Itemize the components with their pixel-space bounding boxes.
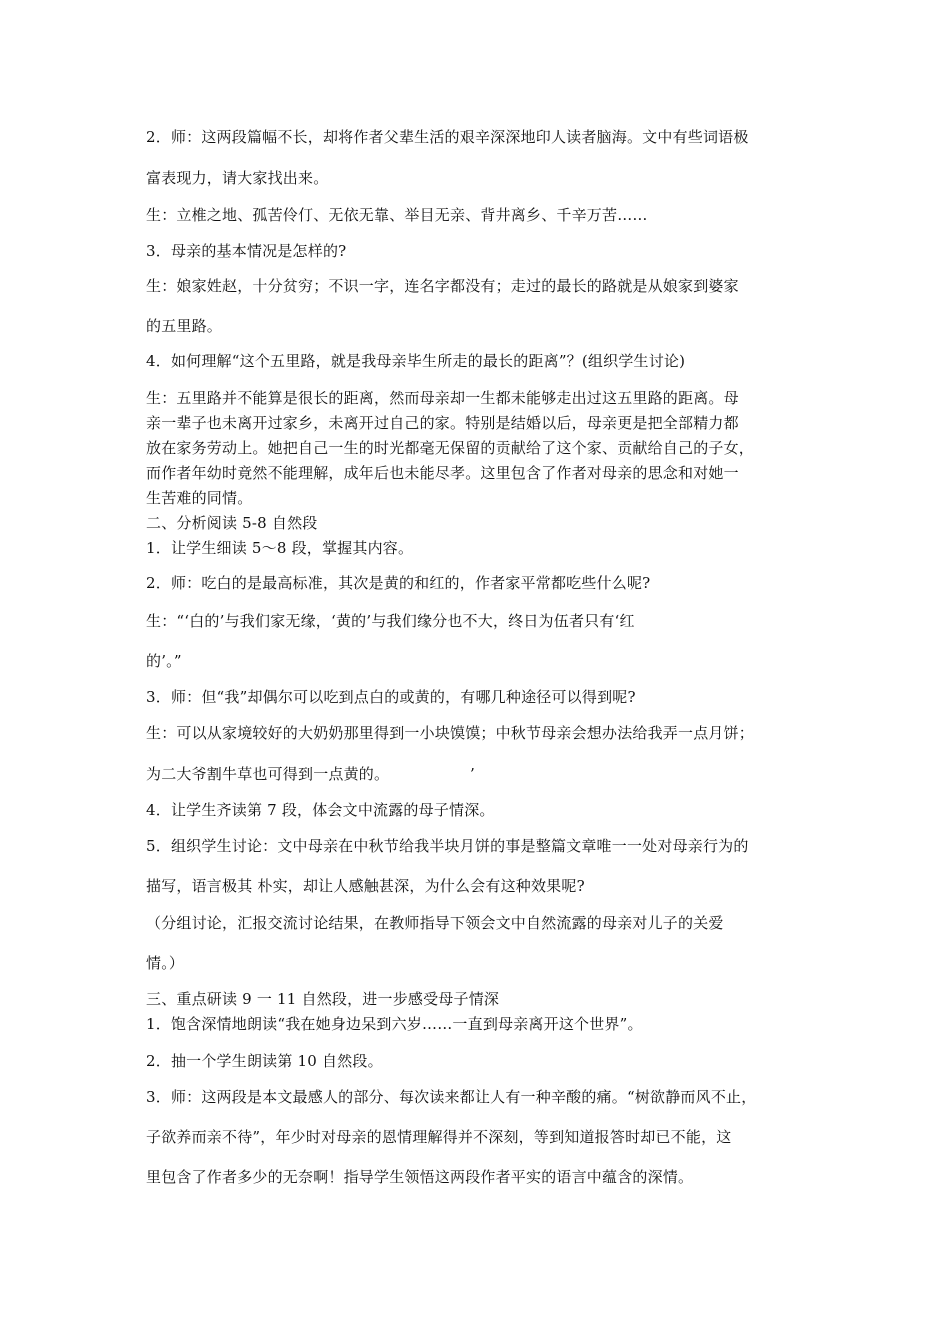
- paragraph-line: 子欲养而亲不待”，年少时对母亲的恩情理解得并不深刻，等到知道报答时却已不能，这: [146, 1128, 732, 1146]
- paragraph-line: 2．师：吃白的是最高标准，其次是黄的和红的，作者家平常都吃些什么呢?: [146, 574, 651, 592]
- paragraph-line: 生：可以从家境较好的大奶奶那里得到一小块馍馍；中秋节母亲会想办法给我弄一点月饼；: [146, 724, 755, 742]
- paragraph-line: 2．抽一个学生朗读第 10 自然段。: [146, 1052, 383, 1070]
- paragraph-line: 4．让学生齐读第 7 段，体会文中流露的母子情深。: [146, 801, 495, 819]
- paragraph-line: 生苦难的同情。: [146, 489, 253, 507]
- paragraph-line: 1．让学生细读 5～8 段，掌握其内容。: [146, 539, 414, 557]
- paragraph-line: 3．母亲的基本情况是怎样的?: [146, 242, 347, 260]
- paragraph-line: 2．师：这两段篇幅不长，却将作者父辈生活的艰辛深深地印人读者脑海。文中有些词语极: [146, 128, 749, 146]
- paragraph-line: 的’。”: [146, 652, 182, 670]
- paragraph-line: 放在家务劳动上。她把自己一生的时光都毫无保留的贡献给了这个家、贡献给自己的子女，: [146, 439, 755, 457]
- paragraph-line: 生：立椎之地、孤苦伶仃、无依无靠、举目无亲、背井离乡、千辛万苦……: [146, 206, 648, 224]
- paragraph-line: 富表现力，请大家找出来。: [146, 169, 329, 187]
- paragraph-line: 5．组织学生讨论：文中母亲在中秋节给我半块月饼的事是整篇文章唯一一处对母亲行为的: [146, 837, 749, 855]
- paragraph-line: 里包含了作者多少的无奈啊！指导学生领悟这两段作者平实的语言中蕴含的深情。: [146, 1168, 694, 1186]
- paragraph-line: 的五里路。: [146, 317, 223, 335]
- paragraph-line: 描写，语言极其 朴实，却让人感触甚深，为什么会有这种效果呢?: [146, 877, 585, 895]
- paragraph-line: 3．师：这两段是本文最感人的部分、每次读来都让人有一种辛酸的痛。“树欲静而风不止，: [146, 1088, 757, 1106]
- paragraph-line: 为二大爷割牛草也可得到一点黄的。: [146, 765, 390, 783]
- paragraph-line: 情。）: [146, 954, 185, 972]
- paragraph-line: 亲一辈子也未离开过家乡，未离开过自己的家。特别是结婚以后，母亲更是把全部精力都: [146, 414, 739, 432]
- paragraph-line: 生：娘家姓赵，十分贫穷；不识一字，连名字都没有；走过的最长的路就是从娘家到婆家: [146, 277, 739, 295]
- paragraph-line: 生：“‘白的’与我们家无缘，‘黄的’与我们缘分也不大，终日为伍者只有‘红: [146, 612, 635, 630]
- paragraph-line: 3．师：但“我”却偶尔可以吃到点白的或黄的，有哪几种途径可以得到呢?: [146, 688, 636, 706]
- paragraph-line: 4．如何理解“这个五里路，就是我母亲毕生所走的最长的距离”？(组织学生讨论): [146, 352, 686, 370]
- paragraph-line: 生：五里路并不能算是很长的距离，然而母亲却一生都未能够走出过这五里路的距离。母: [146, 389, 739, 407]
- paragraph-line: （分组讨论，汇报交流讨论结果，在教师指导下领会文中自然流露的母亲对儿子的关爱: [146, 914, 724, 932]
- section-heading: 三、重点研读 9 一 11 自然段，进一步感受母子情深: [146, 990, 500, 1008]
- section-heading: 二、分析阅读 5-8 自然段: [146, 514, 318, 532]
- stray-quote-mark: ’: [470, 765, 475, 783]
- paragraph-line: 而作者年幼时竟然不能理解，成年后也未能尽孝。这里包含了作者对母亲的思念和对她一: [146, 464, 739, 482]
- paragraph-line: 1．饱含深情地朗读“我在她身边呆到六岁……一直到母亲离开这个世界”。: [146, 1015, 643, 1033]
